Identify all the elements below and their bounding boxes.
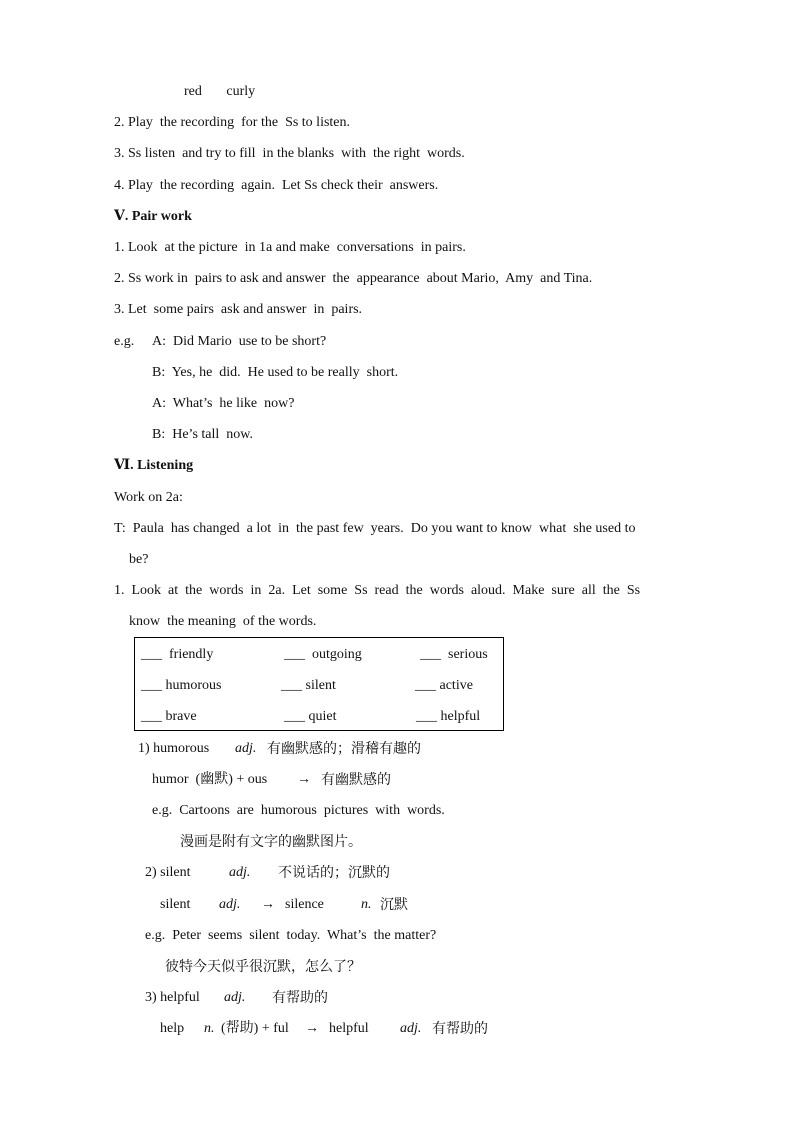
step-text: 4. Play the recording again. Let Ss check their answers.	[114, 178, 439, 193]
chinese-meaning: 有幽默感的	[321, 772, 391, 788]
part-of-speech: n.	[361, 897, 372, 912]
dialogue-line: A: Did Mario use to be short?	[152, 334, 327, 349]
word-blank: ___ outgoing	[284, 647, 362, 662]
step-text: 3. Let some pairs ask and answer in pairs.	[114, 302, 363, 317]
chinese-meaning: 有帮助的	[272, 990, 328, 1006]
word-derivation: silent	[160, 897, 191, 912]
step-text: 2. Ss work in pairs to ask and answer the appearance about Mario, Amy and Tina.	[114, 271, 593, 286]
eg-label: e.g.	[114, 334, 135, 349]
teacher-line: be?	[129, 552, 149, 567]
arrow-icon: →	[297, 772, 311, 787]
arrow-icon: →	[261, 897, 275, 912]
part-of-speech: adj.	[400, 1021, 422, 1036]
work-on-label: Work on 2a:	[114, 490, 183, 505]
word-derivation: (帮助) + ful	[221, 1021, 289, 1036]
dialogue-line: B: Yes, he did. He used to be really short.	[152, 365, 399, 380]
word-derivation: humor (幽默) + ous	[152, 772, 268, 787]
step-text: 3. Ss listen and try to fill in the blanks with the right words.	[114, 146, 465, 161]
word-blank: ___ friendly	[141, 647, 214, 662]
section-heading: Ⅵ. Listening	[114, 458, 194, 473]
part-of-speech: adj.	[229, 865, 251, 880]
part-of-speech: n.	[204, 1021, 215, 1036]
word-blank: ___ active	[415, 678, 473, 693]
noun-form: silence	[285, 897, 324, 912]
arrow-icon: →	[305, 1021, 319, 1036]
vocab-word: 1) humorous	[138, 741, 210, 756]
word-derivation: help	[160, 1021, 185, 1036]
word-blank: ___ silent	[281, 678, 336, 693]
section-heading: Ⅴ. Pair work	[114, 209, 192, 224]
part-of-speech: adj.	[219, 897, 241, 912]
example-translation: 漫画是附有文字的幽默图片。	[180, 834, 362, 850]
dialogue-line: A: What’s he like now?	[152, 396, 295, 411]
word-blank: ___ quiet	[284, 709, 337, 724]
chinese-meaning: 有帮助的	[432, 1021, 488, 1037]
word-blank: ___ humorous	[141, 678, 222, 693]
vocab-word: 3) helpful	[145, 990, 200, 1005]
top-words: red curly	[184, 84, 256, 99]
teacher-line: T: Paula has changed a lot in the past few years. Do you want to know what she used to	[114, 521, 636, 536]
word-blank: ___ helpful	[416, 709, 481, 724]
word-box	[134, 637, 504, 731]
vocab-word: 2) silent	[145, 865, 191, 880]
example-sentence: e.g. Peter seems silent today. What’s the matter?	[145, 928, 437, 943]
part-of-speech: adj.	[235, 741, 257, 756]
chinese-meaning: 不说话的；沉默的	[278, 865, 390, 881]
chinese-meaning: 沉默	[380, 897, 408, 913]
example-translation: 彼特今天似乎很沉默，怎么了？	[165, 959, 361, 975]
step-text: 1. Look at the words in 2a. Let some Ss read the words aloud. Make sure all the Ss	[114, 583, 641, 598]
step-text: know the meaning of the words.	[129, 614, 317, 629]
dialogue-line: B: He’s tall now.	[152, 427, 253, 442]
word-blank: ___ serious	[420, 647, 488, 662]
chinese-meaning: 有幽默感的；滑稽有趣的	[267, 741, 421, 757]
word-derivation: helpful	[329, 1021, 369, 1036]
word-blank: ___ brave	[141, 709, 197, 724]
part-of-speech: adj.	[224, 990, 246, 1005]
example-sentence: e.g. Cartoons are humorous pictures with words.	[152, 803, 445, 818]
step-text: 1. Look at the picture in 1a and make conversations in pairs.	[114, 240, 466, 255]
step-text: 2. Play the recording for the Ss to listen.	[114, 115, 351, 130]
